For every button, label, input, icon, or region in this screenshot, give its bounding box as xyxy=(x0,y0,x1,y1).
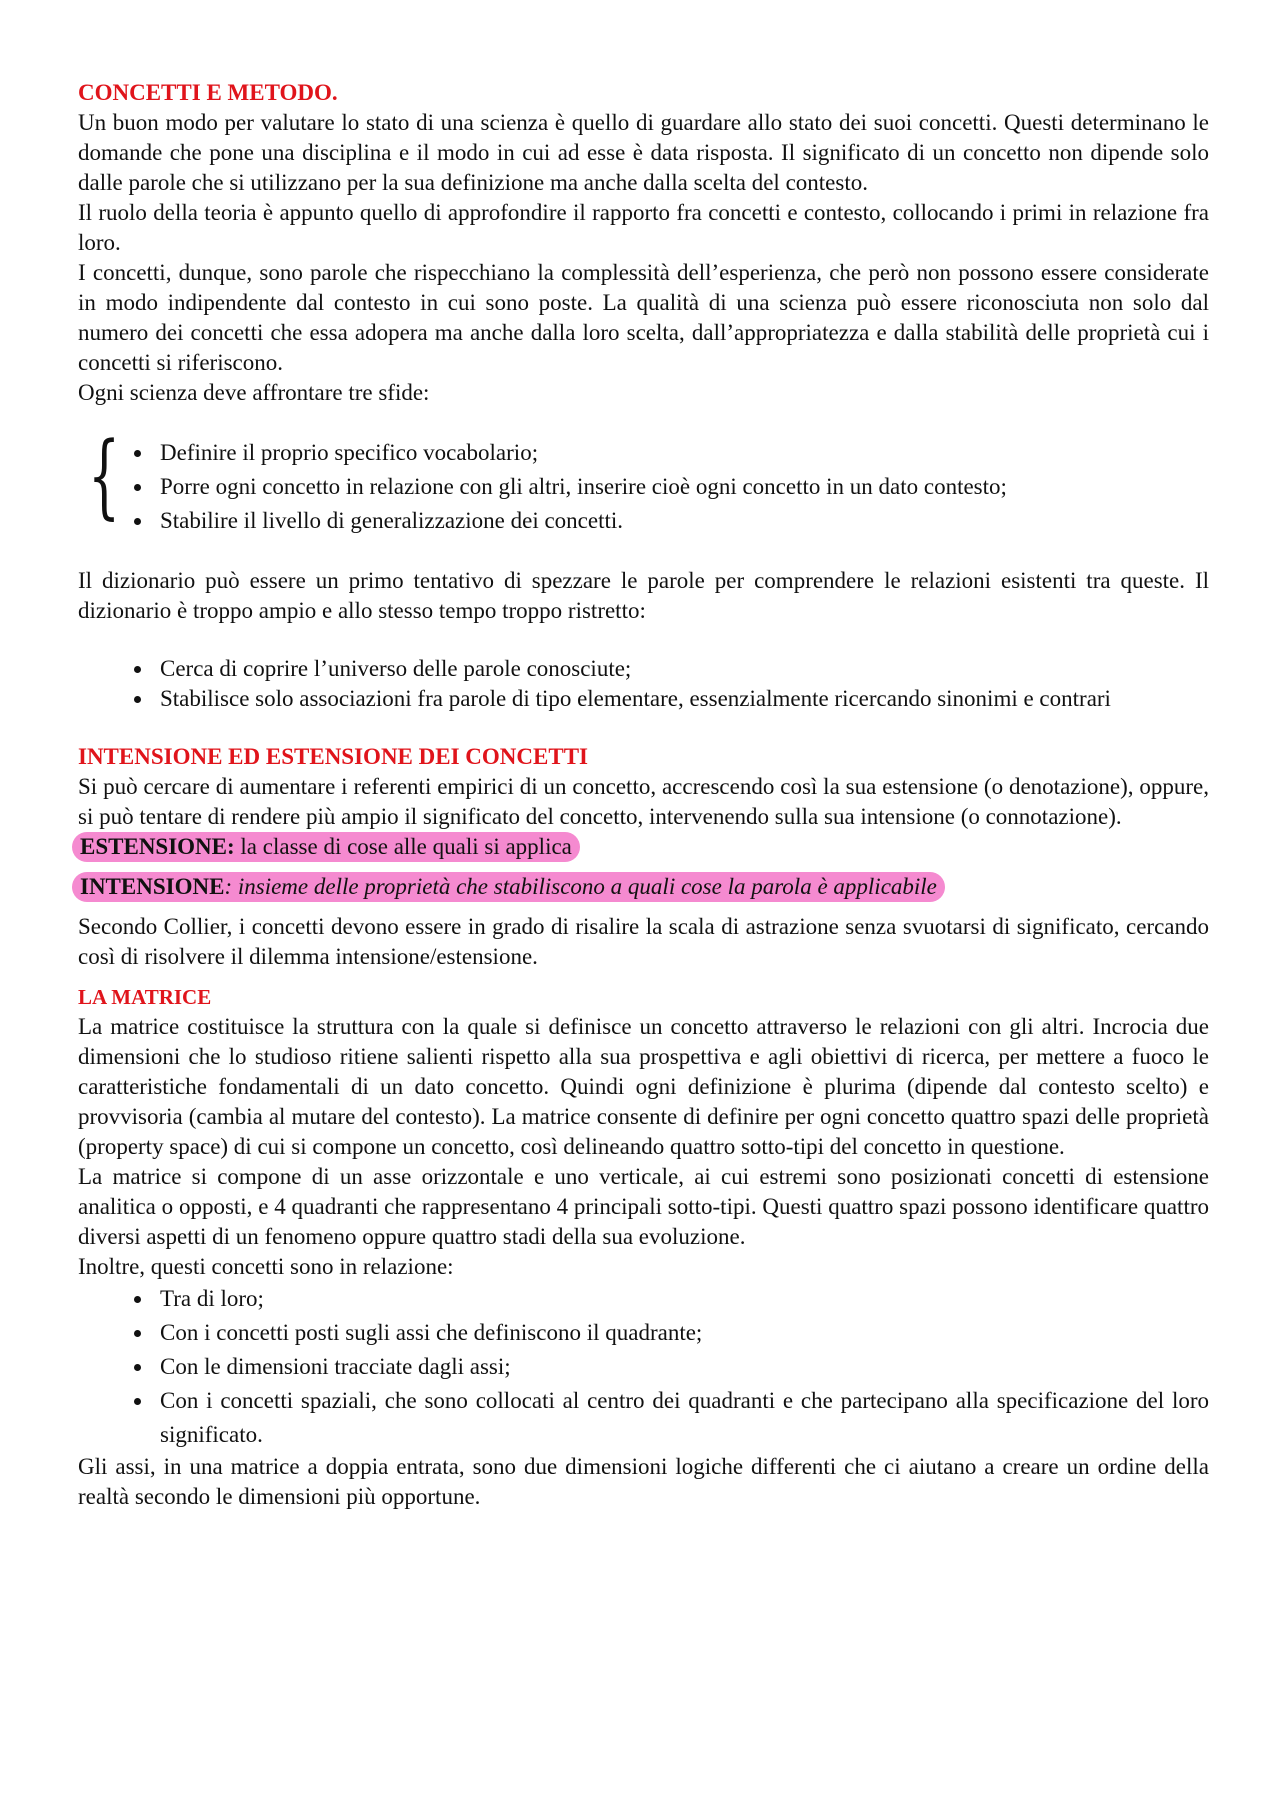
list-item: • Tra di loro; xyxy=(154,1282,1209,1316)
spacer xyxy=(78,538,1209,566)
spacer xyxy=(78,626,1209,654)
paragraph: Un buon modo per valutare lo stato di una scienza è quello di guardare allo stato dei suoi concetti. Questi determinano le domande che pone una disciplina e il modo in cui ad esse è data risposta. Il significato di un concetto non dipende solo dalle parole che si utilizzano per la sua definizione ma anche dalla scelta del contesto. xyxy=(78,110,1209,195)
document-page xyxy=(78,78,1209,1512)
definition-label: INTENSIONE xyxy=(80,874,225,899)
section-title-intensione: INTENSIONE ED ESTENSIONE DEI CONCETTI xyxy=(78,744,588,769)
paragraph: Secondo Collier, i concetti devono essere in grado di risalire la scala di astrazione senza svuotarsi di significato, cercando così di risolvere il dilemma intensione/estensione. xyxy=(78,914,1209,969)
challenges-block xyxy=(78,422,1209,538)
paragraph: Inoltre, questi concetti sono in relazione: xyxy=(78,1254,454,1279)
paragraph: I concetti, dunque, sono parole che rispecchiano la complessità dell’esperienza, che però non possono essere considerate in modo indipendente dal contesto in cui sono poste. La qualità di una scienza può essere riconosciuta non solo dal numero dei concetti che essa adopera ma anche dalla loro scelta, dall’appropriatezza e dalla stabilità delle proprietà cui i concetti si riferiscono. xyxy=(78,260,1209,375)
list-item: • Cerca di coprire l’universo delle parole conosciute; xyxy=(154,654,1209,684)
list-item: • Stabilisce solo associazioni fra parole di tipo elementare, essenzialmente ricercando sinonimi e contrari xyxy=(154,684,1209,714)
paragraph: Ogni scienza deve affrontare tre sfide: xyxy=(78,380,430,405)
dictionary-list xyxy=(78,654,1209,714)
curly-brace-icon: { xyxy=(88,422,121,529)
paragraph: Gli assi, in una matrice a doppia entrata, sono due dimensioni logiche differenti che ci aiutano a creare un ordine della realtà secondo le dimensioni più opportune. xyxy=(78,1454,1209,1509)
spacer xyxy=(78,972,1209,982)
definition-intensione xyxy=(78,872,1209,902)
definition-estensione xyxy=(78,832,1209,862)
section-title-matrice: LA MATRICE xyxy=(78,985,212,1009)
list-item: • Con i concetti posti sugli assi che definiscono il quadrante; xyxy=(154,1316,1209,1350)
list-item: • Con i concetti spaziali, che sono collocati al centro dei quadranti e che partecipano alla specificazione del loro significato. xyxy=(154,1384,1209,1452)
list-item: • Con le dimensioni tracciate dagli assi; xyxy=(154,1350,1209,1384)
paragraph: Il dizionario può essere un primo tentativo di spezzare le parole per comprendere le relazioni esistenti tra queste. Il dizionario è troppo ampio e allo stesso tempo troppo ristretto: xyxy=(78,568,1209,623)
list-item: • Definire il proprio specifico vocabolario; xyxy=(154,436,1209,470)
spacer xyxy=(78,408,1209,436)
paragraph: La matrice si compone di un asse orizzontale e uno verticale, ai cui estremi sono posizionati concetti di estensione analitica o opposti, e 4 quadranti che rappresentano 4 principali sotto-tipi. Questi quattro spazi possono identificare quattro diversi aspetti di un fenomeno oppure quattro stadi della sua evoluzione. xyxy=(78,1164,1209,1249)
pink-highlight xyxy=(72,832,580,862)
spacer xyxy=(78,902,1209,912)
definition-label: ESTENSIONE: xyxy=(80,834,235,859)
definition-text: : insieme delle proprietà che stabiliscono a quali cose la parola è applicabile xyxy=(224,874,937,899)
paragraph: Il ruolo della teoria è appunto quello di approfondire il rapporto fra concetti e contesto, collocando i primi in relazione fra loro. xyxy=(78,200,1209,255)
list-item: • Porre ogni concetto in relazione con gli altri, inserire cioè ogni concetto in un dato contesto; xyxy=(154,470,1209,504)
section-title-concetti: CONCETTI E METODO. xyxy=(78,80,338,105)
definition-text: la classe di cose alle quali si applica xyxy=(234,834,572,859)
challenges-list xyxy=(78,436,1209,538)
pink-highlight xyxy=(72,872,945,902)
list-item: • Stabilire il livello di generalizzazione dei concetti. xyxy=(154,504,1209,538)
paragraph: Si può cercare di aumentare i referenti empirici di un concetto, accrescendo così la sua estensione (o denotazione), oppure, si può tentare di rendere più ampio il significato del concetto, intervenendo sulla sua intensione (o connotazione). xyxy=(78,774,1209,829)
spacer xyxy=(78,714,1209,742)
relations-list xyxy=(78,1282,1209,1452)
spacer xyxy=(78,862,1209,872)
paragraph: La matrice costituisce la struttura con la quale si definisce un concetto attraverso le relazioni con gli altri. Incrocia due dimensioni che lo studioso ritiene salienti rispetto alla sua prospettiva e agli obiettivi di ricerca, per mettere a fuoco le caratteristiche fondamentali di un dato concetto. Quindi ogni definizione è plurima (dipende dal contesto scelto) e provvisoria (cambia al mutare del contesto). La matrice consente di definire per ogni concetto quattro spazi delle proprietà (property space) di cui si compone un concetto, così delineando quattro sotto-tipi del concetto in questione. xyxy=(78,1014,1209,1159)
